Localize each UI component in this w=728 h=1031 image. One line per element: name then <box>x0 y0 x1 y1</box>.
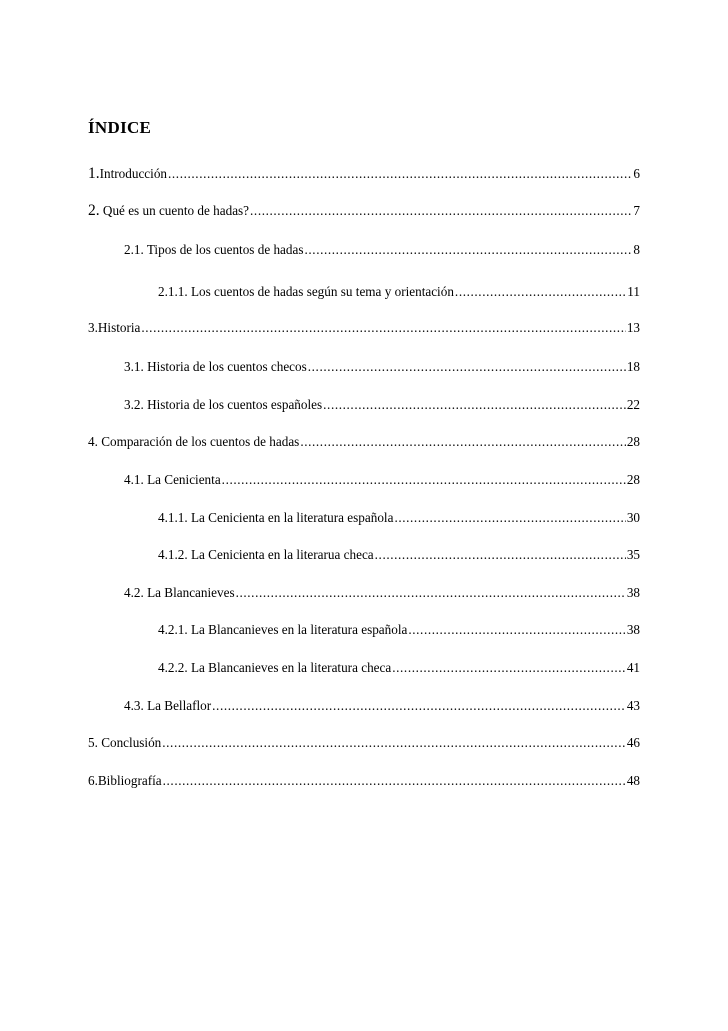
toc-entry <box>124 242 640 258</box>
toc-entry-text: 3.1. Historia de los cuentos checos <box>124 359 307 374</box>
toc-page-number: 48 <box>626 773 640 788</box>
toc-entry <box>88 735 640 751</box>
toc-entry-text: 2.1. Tipos de los cuentos de hadas <box>124 242 304 257</box>
toc-leader-dots <box>308 359 626 375</box>
index-title: ÍNDICE <box>88 118 152 137</box>
toc-entry-text: 4.1. La Cenicienta <box>124 472 221 487</box>
toc-entry <box>88 434 640 450</box>
toc-leader-dots <box>305 242 633 258</box>
toc-entry-text: 3.Historia <box>88 320 141 335</box>
toc-entry-label <box>88 203 249 219</box>
toc-entry-text: Qué es un cuento de hadas? <box>99 203 250 218</box>
toc-page-number: 8 <box>633 242 640 257</box>
toc-leader-dots <box>162 735 626 751</box>
toc-leader-dots <box>300 434 626 450</box>
toc-entry-text: 3.2. Historia de los cuentos españoles <box>124 397 323 412</box>
toc-page-number: 35 <box>626 547 640 562</box>
toc-page-number: 41 <box>626 660 640 675</box>
toc-entry <box>88 166 640 182</box>
toc-entry-text: 4.2.1. La Blancanieves en la literatura española <box>158 622 408 637</box>
toc-entry-text: 4.2. La Blancanieves <box>124 585 235 600</box>
toc-page-number: 7 <box>633 203 640 218</box>
toc-entry-text: 4.1.2. La Cenicienta en la literarua checa <box>158 547 374 562</box>
toc-entry-text: 2.1.1. Los cuentos de hadas según su tema y orientación <box>158 284 454 299</box>
toc-leader-dots <box>392 660 626 676</box>
toc-page-number: 22 <box>626 397 640 412</box>
toc-page-number: 38 <box>626 622 640 637</box>
toc-entry-number: 1. <box>88 165 100 182</box>
toc-entry-text: 6.Bibliografía <box>88 773 162 788</box>
toc-page-number: 18 <box>626 359 640 374</box>
toc-page-number: 43 <box>626 698 640 713</box>
toc-entry <box>158 547 640 563</box>
toc-leader-dots <box>323 397 626 413</box>
toc-leader-dots <box>236 585 626 601</box>
toc-entry <box>158 660 640 676</box>
toc-leader-dots <box>163 773 626 789</box>
toc-entry <box>158 622 640 638</box>
toc-page-number: 6 <box>633 166 640 181</box>
toc-page-number: 30 <box>626 510 640 525</box>
toc-entry-text: 4.1.1. La Cenicienta en la literatura española <box>158 510 394 525</box>
toc-entry <box>124 397 640 413</box>
toc-entry <box>124 472 640 488</box>
toc-entry-label <box>88 166 167 182</box>
toc-page-number: 46 <box>626 735 640 750</box>
toc-leader-dots <box>250 203 632 219</box>
toc-entry <box>124 359 640 375</box>
toc-entry <box>88 773 640 789</box>
toc-leader-dots <box>455 284 626 300</box>
toc-entry-text: 4.3. La Bellaflor <box>124 698 212 713</box>
toc-leader-dots <box>168 166 632 182</box>
toc-entry-text: 5. Conclusión <box>88 735 162 750</box>
toc-leader-dots <box>375 547 626 563</box>
toc-entry-text: 4. Comparación de los cuentos de hadas <box>88 434 300 449</box>
toc-entry <box>124 698 640 714</box>
toc-leader-dots <box>394 510 625 526</box>
toc-page-number: 13 <box>626 320 640 335</box>
toc-entry <box>158 284 640 300</box>
toc-page-number: 28 <box>626 472 640 487</box>
toc-entry <box>158 510 640 526</box>
toc-entry-text: Introducción <box>99 166 168 181</box>
toc-leader-dots <box>212 698 626 714</box>
toc-page-number: 11 <box>627 284 640 299</box>
toc-leader-dots <box>222 472 626 488</box>
toc-leader-dots <box>141 320 625 336</box>
toc-leader-dots <box>408 622 625 638</box>
toc-entry-text: 4.2.2. La Blancanieves en la literatura checa <box>158 660 392 675</box>
toc-entry <box>124 585 640 601</box>
toc-entry-number: 2. <box>88 202 100 219</box>
toc-entry <box>88 320 640 336</box>
toc-page-number: 38 <box>626 585 640 600</box>
toc-entry <box>88 203 640 219</box>
toc-page-number: 28 <box>626 434 640 449</box>
